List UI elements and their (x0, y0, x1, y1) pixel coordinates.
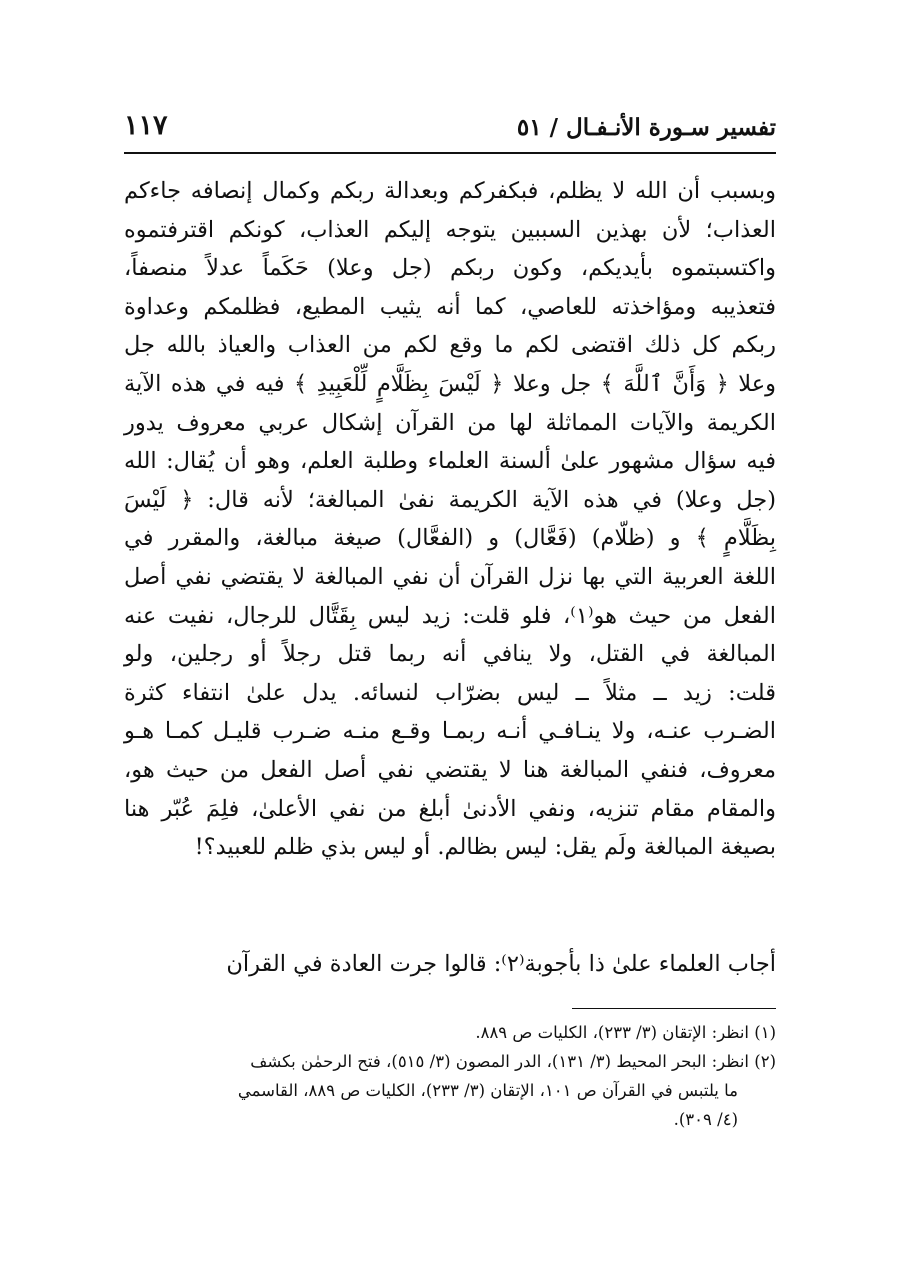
footnote-line: ما يلتبس في القرآن ص ١٠١، الإتقان (٣/ ٢٣٣)، الكليات ص ٨٨٩، القاسمي (237, 1081, 738, 1100)
footnote-separator (572, 1008, 776, 1009)
text-line: بصيغة المبالغة ولَم يقل: ليس بظالم. أو ليس بذي ظلم للعبيد؟! (194, 834, 776, 861)
answer-paragraph: أجاب العلماء علىٰ ذا بأجوبة⁽٢⁾: قالوا جرت العادة في القرآن (226, 951, 776, 977)
text-line: الضـرب عنـه، ولا ينـافـي أنـه ربمـا وقـع منـه ضـرب قليـل كمـا هـو (124, 718, 776, 745)
footnote-line: (٤/ ٣٠٩). (673, 1110, 738, 1129)
text-line: الفعل من حيث هو⁽١⁾، فلو قلت: زيد ليس بِقَتَّال للرجال، نفيت عنه (124, 602, 777, 629)
footnote-1 (124, 1018, 776, 1047)
text-line: واكتسبتموه بأيديكم، وكون ربكم (جل وعلا) حَكَماً عدلاً منصفاً، (124, 255, 776, 282)
header-rule (124, 152, 776, 154)
text-line: قلت: زيد ــ مثلاً ــ ليس بضرّاب لنسائه. يدل علىٰ انتفاء كثرة (124, 679, 776, 706)
text-line: اللغة العربية التي بها نزل القرآن أن نفي المبالغة لا يقتضي نفي أصل (124, 563, 776, 590)
text-line: فتعذيبه ومؤاخذته للعاصي، كما أنه يثيب المطيع، فظلمكم وعداوة (124, 293, 776, 320)
footnote-line: (٢) انظر: البحر المحيط (٣/ ١٣١)، الدر المصون (٣/ ٥١٥)، فتح الرحمٰن بكشف (250, 1052, 776, 1071)
footnotes (124, 1018, 776, 1134)
text-line: والمقام مقام تنزيه، ونفي الأدنىٰ أبلغ من نفي الأعلىٰ، فلِمَ عُبّر هنا (124, 795, 776, 822)
text-line: المبالغة في القتل، ولا ينافي أنه ربما قتل رجلاً أو رجلين، ولو (124, 641, 776, 668)
header-title: تفسير سـورة الأنـفـال / ٥١ (516, 114, 776, 141)
text-line: ربكم كل ذلك اقتضى لكم ما وقع لكم من العذاب والعياذ بالله جل (124, 332, 776, 359)
text-line: فيه سؤال مشهور علىٰ ألسنة العلماء وطلبة العلم، وهو أن يُقال: الله (124, 448, 776, 475)
footnote-line: (١) انظر: الإتقان (٣/ ٢٣٣)، الكليات ص ٨٨٩. (475, 1023, 776, 1042)
footnote-2 (124, 1047, 776, 1134)
main-paragraph (124, 172, 776, 867)
text-line: بِظَلَّامٍ ﴾ و (ظلّام) (فَعَّال) و (الفعَّال) صيغة مبالغة، والمقرر في (124, 525, 776, 552)
page-number: ١١٧ (124, 110, 168, 141)
text-line: وعلا ﴿ وَأَنَّ ٱللَّهَ ﴾ جل وعلا ﴿ لَيْسَ بِظَلَّامٍ لِّلْعَبِيدِ ﴾ فيه في هذه الآية (124, 370, 776, 397)
text-line: وبسبب أن الله لا يظلم، فبكفركم وبعدالة ربكم وكمال إنصافه جاءكم (124, 178, 776, 204)
text-line: (جل وعلا) في هذه الآية الكريمة نفىٰ المبالغة؛ لأنه قال: ﴿ لَيْسَ (124, 486, 776, 513)
text-line: الكريمة والآيات المماثلة لها من القرآن إشكال عربي معروف يدور (124, 409, 776, 436)
text-line: معروف، فنفي المبالغة هنا لا يقتضي نفي أصل الفعل من حيث هو، (124, 756, 776, 783)
running-header (124, 108, 776, 148)
text-line: العذاب؛ لأن بهذين السببين يتوجه إليكم العذاب، كونكم اقترفتموه (124, 216, 776, 243)
